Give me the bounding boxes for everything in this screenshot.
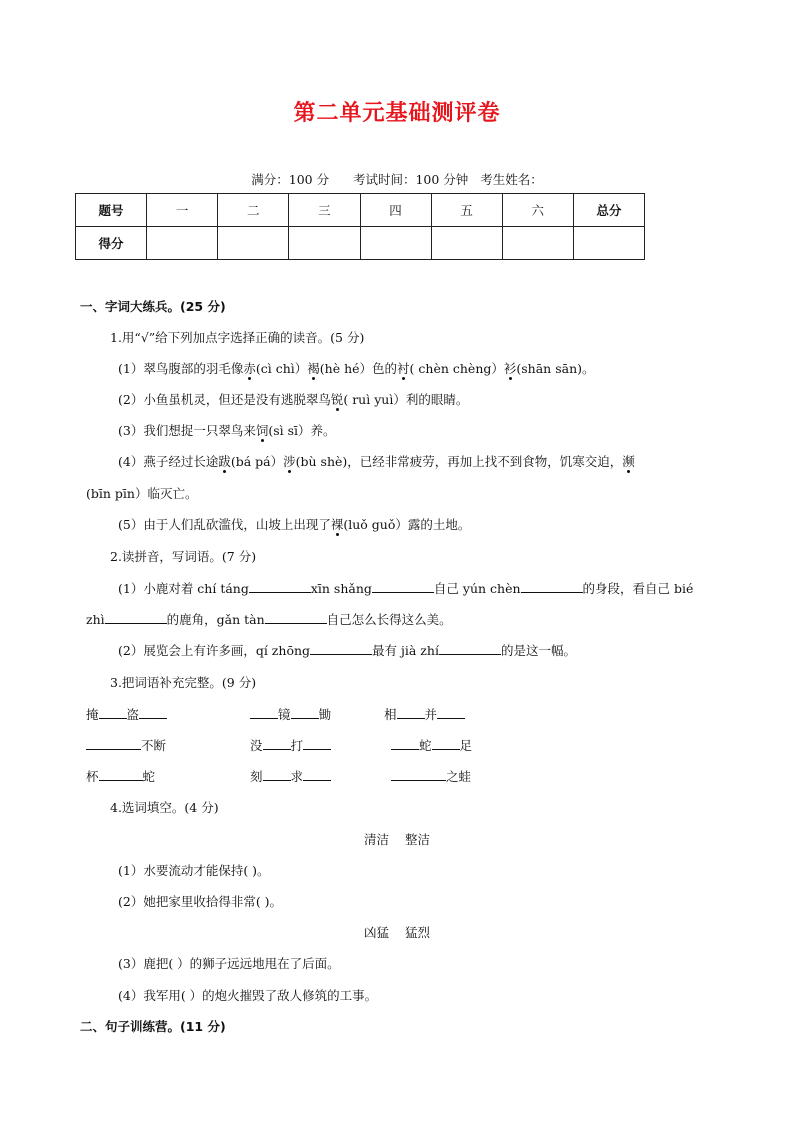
q2-line2 (86, 610, 452, 628)
score-header-cell: 题号 (76, 194, 147, 227)
answer-blank[interactable] (265, 611, 327, 624)
q1-item3 (118, 421, 336, 439)
score-cell[interactable] (147, 227, 218, 260)
answer-blank[interactable] (303, 737, 331, 750)
section2-heading: 二、句子训练营。(11 分) (80, 1019, 226, 1034)
answer-blank[interactable] (250, 706, 278, 719)
answer-blank[interactable] (139, 706, 167, 719)
text: (5）由于人们乱砍滥伐，山坡上出现了 (118, 517, 331, 532)
text: (2）展览会上有许多画，qí zhōng (118, 643, 311, 658)
text: 没 (250, 738, 263, 753)
text: (3）我们想捉一只翠鸟来 (118, 423, 256, 438)
dotted-char: 衫 (503, 361, 517, 376)
score-header-cell: 六 (502, 194, 573, 227)
answer-blank[interactable] (397, 706, 425, 719)
dotted-char: 衬 (397, 361, 410, 376)
q1-item5 (118, 515, 470, 533)
text: 自己 yún chèn (433, 581, 521, 596)
score-header-cell: 一 (147, 194, 218, 227)
q3-r3-b (250, 767, 331, 785)
text: 打 (290, 738, 304, 753)
answer-blank[interactable] (263, 768, 291, 781)
q4-word-choices-2: 凶猛 猛烈 (364, 925, 430, 940)
q3-r1-c (384, 705, 465, 723)
dotted-char: 褐 (307, 361, 320, 376)
text: 掩 (86, 707, 99, 722)
pinyin-options[interactable]: (bá pá） (230, 454, 284, 469)
pinyin-options[interactable]: (sì sī）养。 (268, 423, 336, 438)
answer-blank[interactable] (291, 706, 319, 719)
answer-blank[interactable] (432, 737, 460, 750)
text: 盗 (126, 707, 140, 722)
text: 杯 (86, 769, 99, 784)
q3-r3-c (391, 767, 471, 785)
pinyin-options[interactable]: ( ruì yuì）利的眼睛。 (343, 392, 469, 407)
score-table-score-row (76, 227, 645, 260)
q3-r2-c (391, 736, 472, 754)
dotted-char: 跋 (218, 454, 231, 469)
dotted-char: 赤 (243, 361, 256, 376)
answer-blank[interactable] (303, 768, 331, 781)
dotted-char: 裸 (330, 517, 344, 532)
text: (2）小鱼虽机灵，但还是没有逃脱翠鸟 (118, 392, 331, 407)
score-cell[interactable] (573, 227, 644, 260)
score-table (75, 193, 645, 260)
q3-r3-a (86, 767, 155, 785)
answer-blank[interactable] (439, 642, 501, 655)
q4-sentence-3[interactable]: (3）鹿把( ）的狮子远远地甩在了后面。 (118, 956, 340, 971)
pinyin-options[interactable]: (bù shè)，已经非常疲劳，再加上找不到食物，饥寒交迫， (295, 454, 623, 469)
text: 求 (290, 769, 304, 784)
text: 的鹿角，gǎn tàn (166, 612, 265, 627)
score-cell[interactable] (218, 227, 289, 260)
q3-title: 3.把词语补充完整。(9 分) (110, 675, 257, 690)
pinyin-options[interactable]: (hè hé）色的 (319, 361, 398, 376)
dotted-char: 涉 (283, 454, 296, 469)
q4-sentence-1[interactable]: (1）水要流动才能保持( )。 (118, 863, 270, 878)
dotted-char: 濒 (622, 454, 635, 469)
answer-blank[interactable] (391, 768, 446, 781)
text: 相 (384, 707, 397, 722)
pinyin-options[interactable]: (shān sān)。 (516, 361, 595, 376)
q1-item2 (118, 390, 468, 408)
text: 蛇 (419, 738, 432, 753)
score-table-header-row (76, 194, 645, 227)
text: 不断 (141, 738, 167, 753)
answer-blank[interactable] (372, 580, 434, 593)
section1-heading: 一、字词大练兵。(25 分) (80, 299, 226, 314)
q4-word-choices-1: 清洁 整洁 (364, 832, 430, 847)
text: (4）燕子经过长途 (118, 454, 219, 469)
text: (1）翠鸟腹部的羽毛像 (118, 361, 244, 376)
exam-title: 第二单元基础测评卷 (293, 101, 501, 126)
q4-title: 4.选词填空。(4 分) (110, 800, 219, 815)
score-header-cell: 总分 (573, 194, 644, 227)
answer-blank[interactable] (437, 706, 465, 719)
score-cell[interactable] (360, 227, 431, 260)
answer-blank[interactable] (310, 642, 372, 655)
text: 的身段，看自己 bié (582, 581, 694, 596)
q1-item1 (118, 359, 595, 377)
pinyin-options[interactable]: (luǒ guǒ）露的土地。 (343, 517, 471, 532)
score-cell[interactable] (502, 227, 573, 260)
score-header-cell: 四 (360, 194, 431, 227)
answer-blank[interactable] (105, 611, 167, 624)
answer-blank[interactable] (521, 580, 583, 593)
text: (1）小鹿对着 chí táng (118, 581, 249, 596)
pinyin-options[interactable]: (cì chì） (255, 361, 308, 376)
dotted-char: 饲 (255, 423, 269, 438)
q2-line3 (118, 641, 576, 659)
answer-blank[interactable] (99, 706, 127, 719)
dotted-char: 锐 (330, 392, 344, 407)
score-cell[interactable] (431, 227, 502, 260)
text: xīn shǎng (310, 581, 372, 596)
answer-blank[interactable] (249, 580, 311, 593)
answer-blank[interactable] (263, 737, 291, 750)
q1-title: 1.用“√”给下列加点字选择正确的读音。(5 分) (110, 330, 365, 345)
q2-title: 2.读拼音，写词语。(7 分) (110, 549, 257, 564)
score-row-label: 得分 (76, 227, 147, 260)
text: 最有 jià zhí (372, 643, 439, 658)
q1-item4-cont[interactable]: (bīn pīn）临灭亡。 (86, 486, 198, 501)
score-header-cell: 三 (289, 194, 360, 227)
q4-sentence-4[interactable]: (4）我军用( ）的炮火摧毁了敌人修筑的工事。 (118, 988, 378, 1003)
q3-r1-b (250, 705, 331, 723)
text: 蛇 (142, 769, 156, 784)
text: 的是这一幅。 (500, 643, 576, 658)
answer-blank[interactable] (391, 737, 419, 750)
text: 足 (459, 738, 473, 753)
answer-blank[interactable] (99, 768, 143, 781)
text: 并 (424, 707, 438, 722)
q3-r1-a (86, 705, 167, 723)
q4-sentence-2[interactable]: (2）她把家里收拾得非常( )。 (118, 894, 283, 909)
text: zhì (86, 612, 105, 627)
text: 之蛙 (446, 769, 472, 784)
score-cell[interactable] (289, 227, 360, 260)
pinyin-options[interactable]: ( chèn chèng） (409, 361, 504, 376)
text: 自己怎么长得这么美。 (326, 612, 452, 627)
score-header-cell: 二 (218, 194, 289, 227)
answer-blank[interactable] (86, 737, 141, 750)
score-header-cell: 五 (431, 194, 502, 227)
q2-line1 (118, 579, 693, 597)
q3-r2-b (250, 736, 331, 754)
exam-meta: 满分：100 分 考试时间：100 分钟 考生姓名： (251, 172, 543, 187)
text: 刻 (250, 769, 263, 784)
q1-item4 (118, 452, 635, 470)
text: 锄 (318, 707, 332, 722)
q3-r2-a (86, 736, 166, 754)
text: 镜 (278, 707, 291, 722)
